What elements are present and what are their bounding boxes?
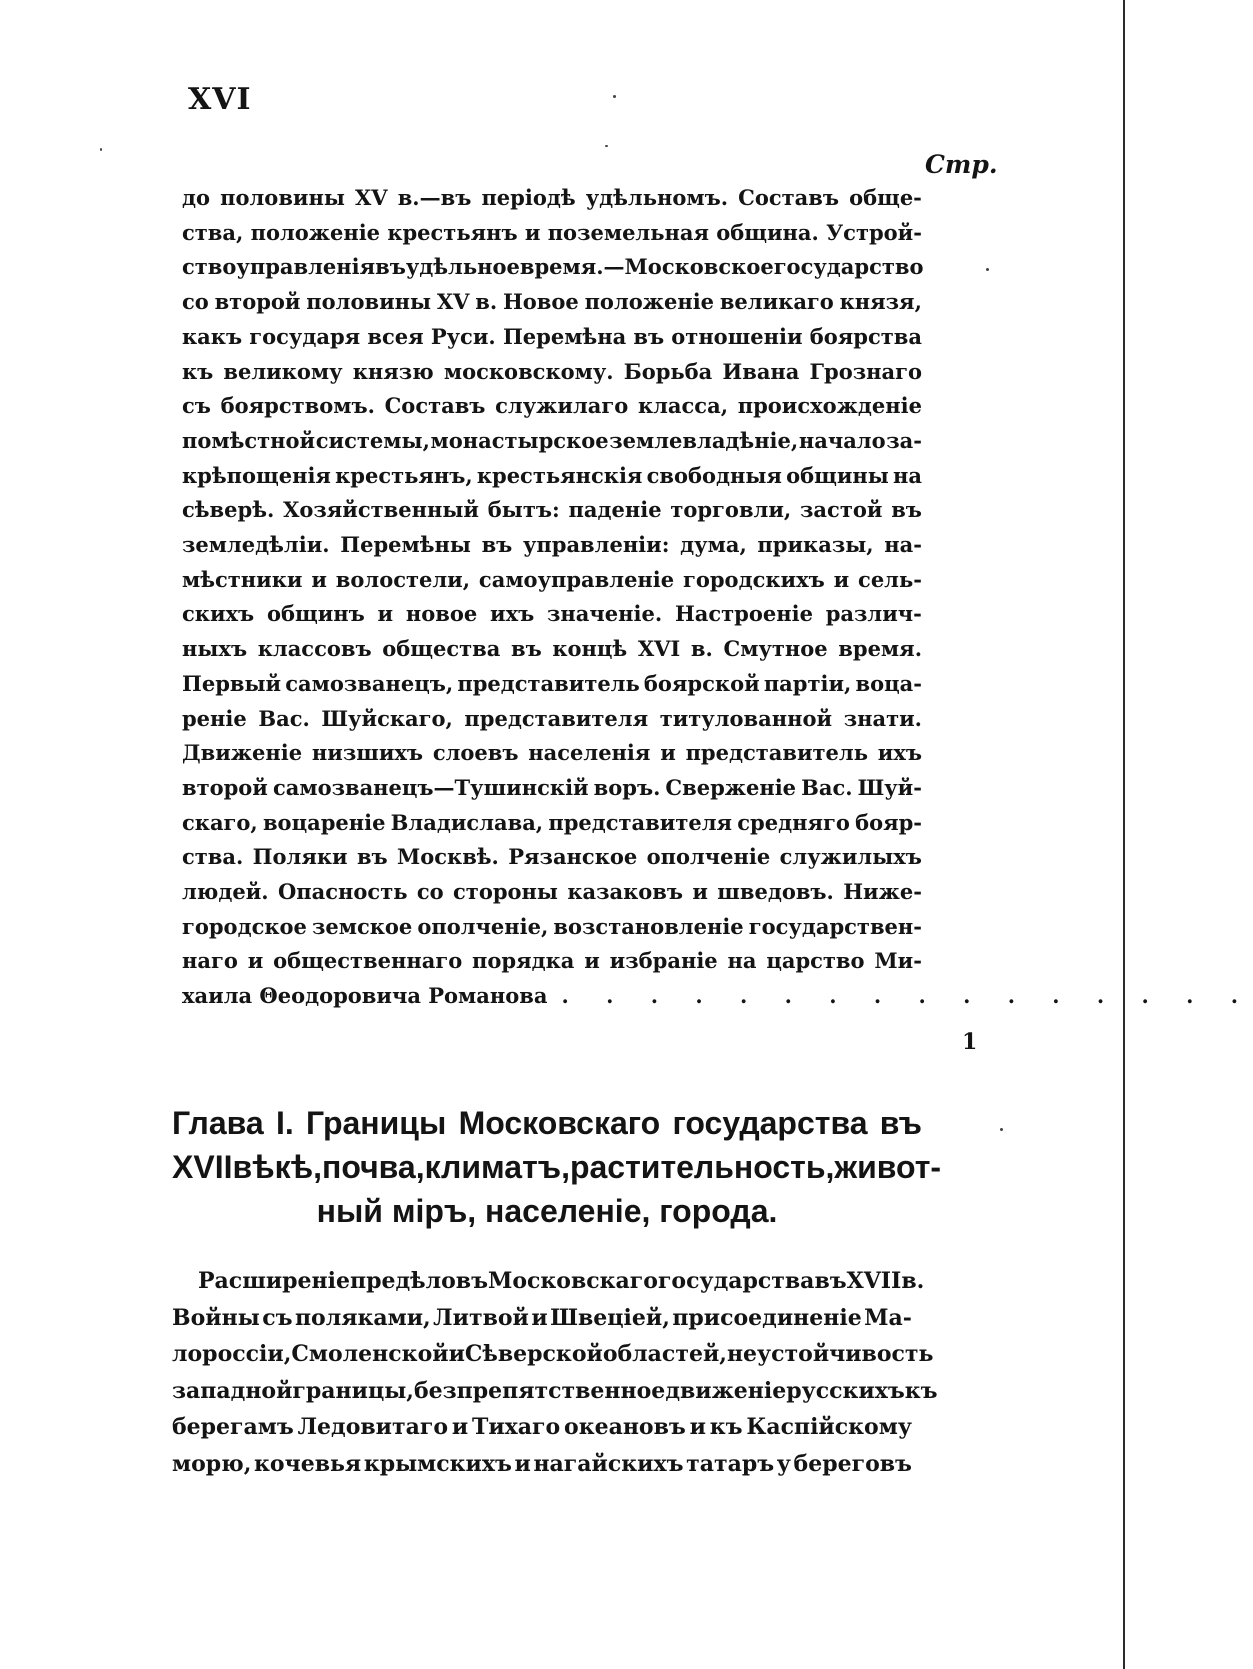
toc-last-line-text: хаила Θеодоровича Романова xyxy=(182,983,548,1009)
toc-line: ства. Поляки въ Москвѣ. Рязанское ополченіе служилыхъ xyxy=(182,844,922,870)
toc-line: сѣверѣ. Хозяйственный бытъ: паденіе торговли, застой въ xyxy=(182,497,922,523)
toc-line: мѣстники и волостели, самоуправленіе городскихъ и сель- xyxy=(182,566,922,592)
toc-line: до половины XV в.—въ періодѣ удѣльномъ. Составъ обще- xyxy=(182,185,922,210)
chapter-heading-line: ный міръ, населеніе, города. xyxy=(316,1193,778,1229)
toc-line: Первый самозванецъ, представитель боярской партіи, воца- xyxy=(182,670,922,696)
toc-line: второй самозванецъ—Тушинскій воръ. Сверженіе Вас. Шуй- xyxy=(182,774,922,800)
toc-line: ство управленія въ удѣльное время.—Московское государство xyxy=(182,254,924,280)
toc-line: наго и общественнаго порядка и избраніе на царство Ми- xyxy=(182,948,922,974)
scan-edge-line xyxy=(1123,0,1125,1669)
toc-line: крѣпощенія крестьянъ, крестьянскія свободныя общины на xyxy=(182,462,922,488)
toc-line: ныхъ классовъ общества въ концѣ XVI в. Смутное время. xyxy=(182,636,922,662)
toc-last-line xyxy=(182,979,1253,1013)
toc-line: реніе Вас. Шуйскаго, представителя титулованной знати. xyxy=(182,705,922,731)
summary-line: лороссіи, Смоленской и Сѣверской областей, неустойчивость xyxy=(172,1341,934,1367)
page-number: XVI xyxy=(188,82,252,117)
toc-line: людей. Опасность со стороны казаковъ и шведовъ. Ниже- xyxy=(182,879,922,904)
chapter-heading-line: Глава I. Границы Московскаго государства въ xyxy=(172,1105,922,1141)
chapter-heading-line: XVII вѣкѣ, почва, климатъ, растительность, живот- xyxy=(172,1149,942,1185)
toc-line: Движеніе низшихъ слоевъ населенія и представитель ихъ xyxy=(182,740,922,766)
chapter-summary xyxy=(172,1262,938,1502)
summary-line: морю, кочевья крымскихъ и нагайскихъ татаръ у береговъ xyxy=(172,1450,912,1477)
toc-line: скихъ общинъ и новое ихъ значеніе. Настроеніе различ- xyxy=(182,601,922,627)
toc-line: къ великому князю московскому. Борьба Ивана Грознаго xyxy=(182,358,922,384)
summary-line: Расширеніе предѣловъ Московскаго государства въ XVII в. xyxy=(198,1268,925,1294)
toc-line: помѣстной системы, монастырское землевладѣніе, начало за- xyxy=(182,427,922,453)
toc-line: со второй половины XV в. Новое положеніе великаго князя, xyxy=(182,289,922,315)
summary-line: Войны съ поляками, Литвой и Швеціей, присоединеніе Ма- xyxy=(172,1304,912,1331)
summary-line: берегамъ Ледовитаго и Тихаго океановъ и къ Каспійскому xyxy=(172,1414,912,1440)
scan-speck xyxy=(986,268,989,271)
page-column-header: Стр. xyxy=(925,150,998,179)
toc-page-reference: 1 xyxy=(962,1029,978,1055)
toc-line: ства, положеніе крестьянъ и поземельная община. Устрой- xyxy=(182,219,922,245)
summary-line: западной границы, безпрепятственное движеніе русскихъ къ xyxy=(172,1377,938,1404)
toc-line: какъ государя всея Руси. Перемѣна въ отношеніи боярства xyxy=(182,323,922,349)
scan-speck xyxy=(100,148,102,151)
toc-line: земледѣліи. Перемѣны въ управленіи: дума, приказы, на- xyxy=(182,532,922,557)
toc-line: городское земское ополченіе, возстановленіе государствен- xyxy=(182,913,922,939)
toc-line: съ боярствомъ. Составъ служилаго класса, происхожденіе xyxy=(182,393,922,419)
toc-leader-dots: . . . . . . . . . . . . . . . . xyxy=(561,983,1253,1009)
toc-entry-text xyxy=(182,181,1253,1061)
scan-speck xyxy=(605,145,608,147)
scan-speck xyxy=(613,95,616,98)
toc-line: скаго, воцареніе Владислава, представителя средняго бояр- xyxy=(182,809,922,835)
scan-speck xyxy=(1000,1128,1003,1131)
